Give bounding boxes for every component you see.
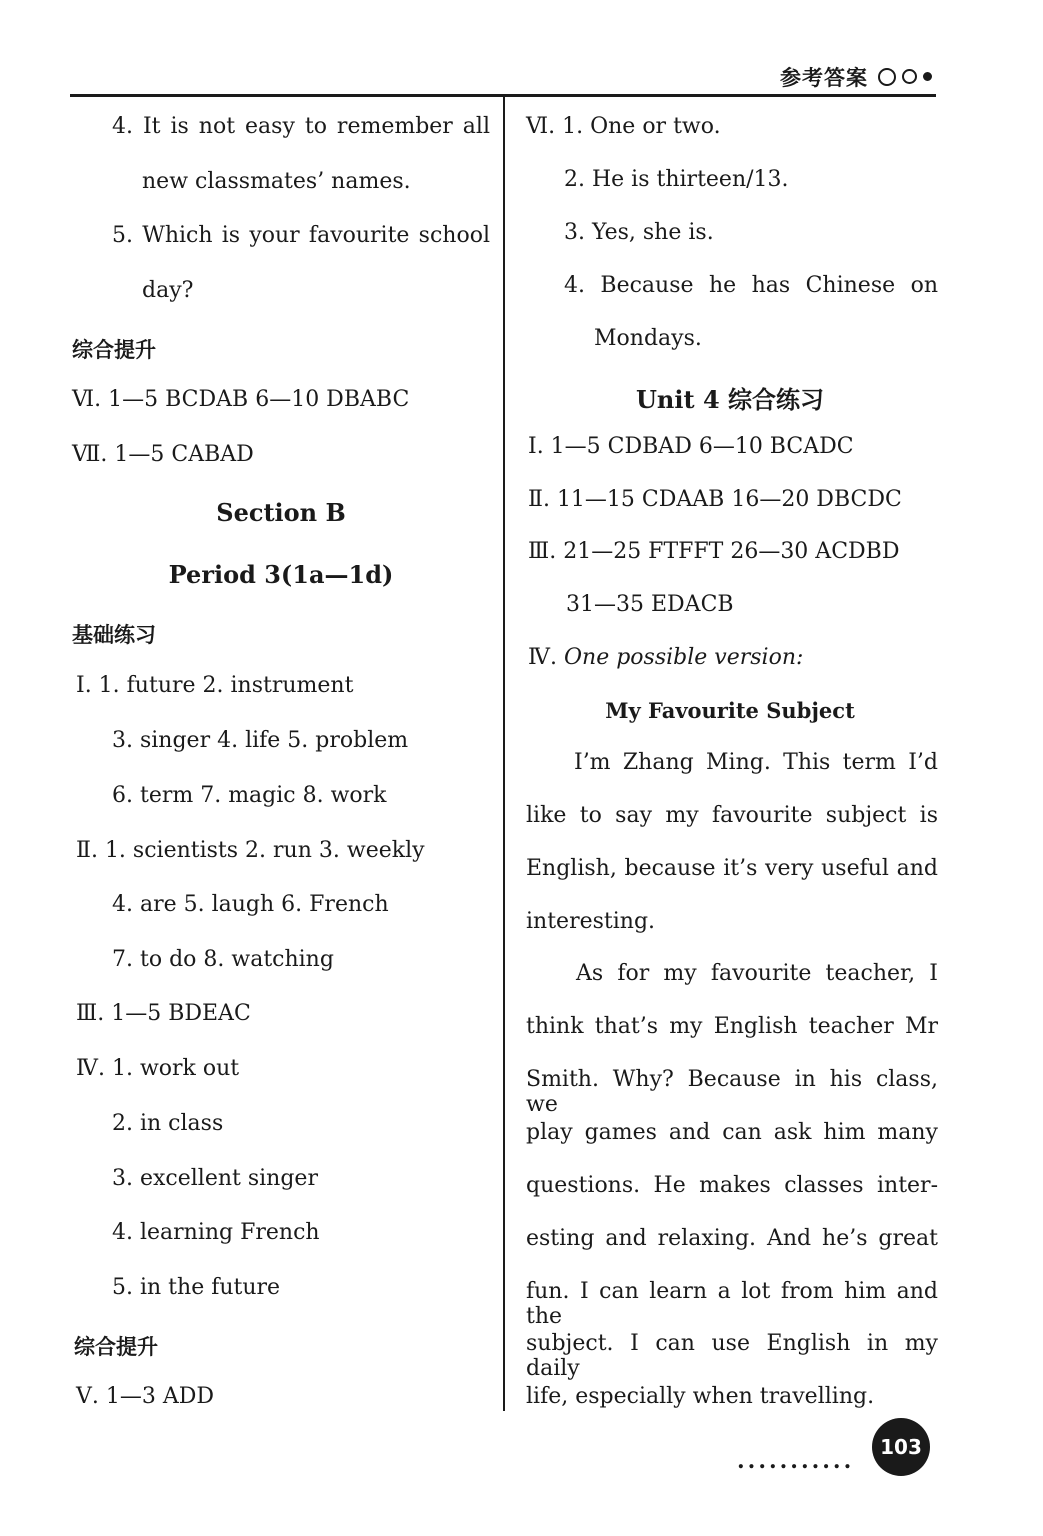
answer-line: 3. excellent singer [112, 1166, 318, 1191]
answer-line: 7. to do 8. watching [112, 947, 334, 972]
answer-line: Ⅱ. 1. scientists 2. run 3. weekly [76, 838, 425, 863]
answer-line: Ⅵ. 1. One or two. [526, 114, 721, 139]
answer-line: Ⅳ. 1. work out [76, 1056, 240, 1081]
answer-line: Ⅴ. 1—3 ADD [76, 1384, 215, 1409]
answer-line: Ⅰ. 1. future 2. instrument [76, 673, 354, 698]
section-title: Section B [216, 498, 346, 527]
essay-line: fun. I can learn a lot from him and the [526, 1279, 938, 1329]
essay-line: English, because it’s very useful and [526, 856, 938, 881]
section-heading: 综合提升 [74, 1335, 158, 1359]
answer-line: 31—35 EDACB [566, 592, 734, 617]
answer-line: 6. term 7. magic 8. work [112, 783, 387, 808]
answer-line: 4. learning French [112, 1220, 320, 1245]
answer-line: 2. He is thirteen/13. [564, 167, 789, 192]
answer-line: 2. in class [112, 1111, 224, 1136]
page-number: 103 [872, 1418, 930, 1476]
answer-line: 3. singer 4. life 5. problem [112, 728, 409, 753]
answer-line: Mondays. [594, 326, 702, 351]
header-circles-icon [878, 66, 938, 86]
answer-line: Ⅵ. 1—5 BCDAB 6—10 DBABC [72, 387, 410, 412]
answer-line: 4. Because he has Chinese on [564, 273, 938, 298]
header-title: 参考答案 [780, 66, 868, 90]
roman-numeral: Ⅳ. [528, 645, 557, 670]
answer-line: 3. Yes, she is. [564, 220, 714, 245]
version-note: One possible version: [563, 645, 804, 670]
essay-line: questions. He makes classes inter- [526, 1173, 938, 1198]
answer-line [528, 645, 803, 670]
answer-line: 5. Which is your favourite school [112, 223, 490, 248]
answer-line: Ⅲ. 21—25 FTFFT 26—30 ACDBD [528, 539, 900, 564]
essay-line: subject. I can use English in my daily [526, 1331, 938, 1381]
answer-line: Ⅰ. 1—5 CDBAD 6—10 BCADC [528, 434, 854, 459]
column-divider [503, 96, 505, 1411]
answer-line: Ⅱ. 11—15 CDAAB 16—20 DBCDC [528, 487, 902, 512]
essay-line: interesting. [526, 909, 656, 934]
answer-line: day? [142, 278, 194, 303]
essay-line: play games and can ask him many [526, 1120, 938, 1145]
answer-line: Ⅲ. 1—5 BDEAC [76, 1001, 251, 1026]
essay-line: Smith. Why? Because in his class, we [526, 1067, 938, 1117]
essay-line: like to say my favourite subject is [526, 803, 938, 828]
essay-line: life, especially when travelling. [526, 1384, 875, 1409]
essay-line: I’m Zhang Ming. This term I’d [574, 750, 938, 775]
section-heading: 基础练习 [72, 623, 156, 647]
answer-line: Ⅶ. 1—5 CABAD [72, 442, 254, 467]
section-heading: 综合提升 [72, 338, 156, 362]
essay-title: My Favourite Subject [605, 698, 855, 723]
essay-line: think that’s my English teacher Mr [526, 1014, 938, 1039]
essay-line: esting and relaxing. And he’s great [526, 1226, 938, 1251]
answer-line: new classmates’ names. [142, 169, 411, 194]
answer-line: 4. It is not easy to remember all [112, 114, 490, 139]
answer-line: 5. in the future [112, 1275, 281, 1300]
essay-line: As for my favourite teacher, I [576, 961, 938, 986]
unit-title: Unit 4 综合练习 [636, 385, 824, 414]
period-title: Period 3(1a—1d) [168, 560, 394, 589]
footer-dots: ........... [737, 1448, 855, 1474]
answer-line: 4. are 5. laugh 6. French [112, 892, 389, 917]
